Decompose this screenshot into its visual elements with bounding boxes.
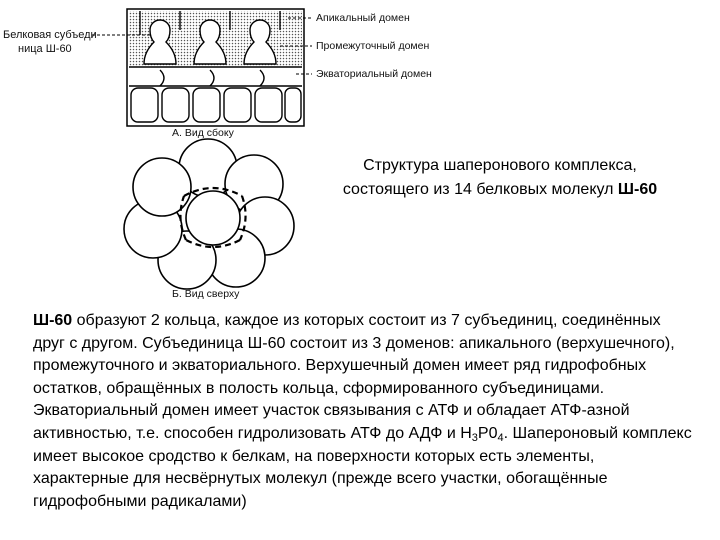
description-paragraph (33, 310, 693, 513)
subunit-label-line1: Белковая субъеди- (3, 29, 101, 41)
paragraph-part1: образуют 2 кольца, каждое из которых состоит из 7 субъединиц, соединённых друг с другом. Субъединица Ш-60 состоит из 3 доменов: апикального (верхушечного), промежуточного и экваториального. Верхушечный домен имеет ряд гидрофобных остатков, обращённых в полость кольца, сформированного субъединицами. Экваториальный домен имеет участок связывания с АТФ и обладает АТФ-азной активностью, т.е. способен гидролизовать АТФ до АДФ и Н (33, 312, 675, 442)
paragraph-part3: . Шапероновый комплекс имеет высокое сродство к белкам, на поверхности которых есть элементы, характерные для несвёрнутых молекул (прежде всего участки, обогащённые гидрофобными радикалами) (33, 424, 692, 510)
term-sh60: Ш-60 (33, 312, 73, 329)
caption-bold-term: Ш-60 (617, 181, 658, 198)
equatorial-domain-label: Экваториальный домен (316, 68, 432, 80)
side-view-label: А. Вид сбоку (172, 127, 234, 139)
subscript-4: 4 (497, 431, 504, 444)
caption-line2 (318, 178, 682, 202)
top-view-label: Б. Вид сверху (172, 288, 240, 300)
intermediate-domain-label: Промежуточный домен (316, 40, 430, 52)
intermediate-domain-row (144, 20, 276, 64)
paragraph-part2: Р0 (477, 424, 498, 442)
subunit-label-line2: ница Ш-60 (18, 43, 72, 55)
side-view (3, 9, 432, 139)
caption-line1: Структура шаперонового комплекса, (363, 157, 637, 174)
apical-domain-label: Апикальный домен (316, 12, 410, 24)
subunit-circle (133, 158, 191, 216)
caption-line2-text: состоящего из 14 белковых молекул (342, 181, 618, 198)
central-cavity (186, 191, 240, 245)
diagram-caption (318, 154, 682, 202)
top-view (124, 139, 294, 300)
subscript-3: 3 (471, 431, 478, 444)
